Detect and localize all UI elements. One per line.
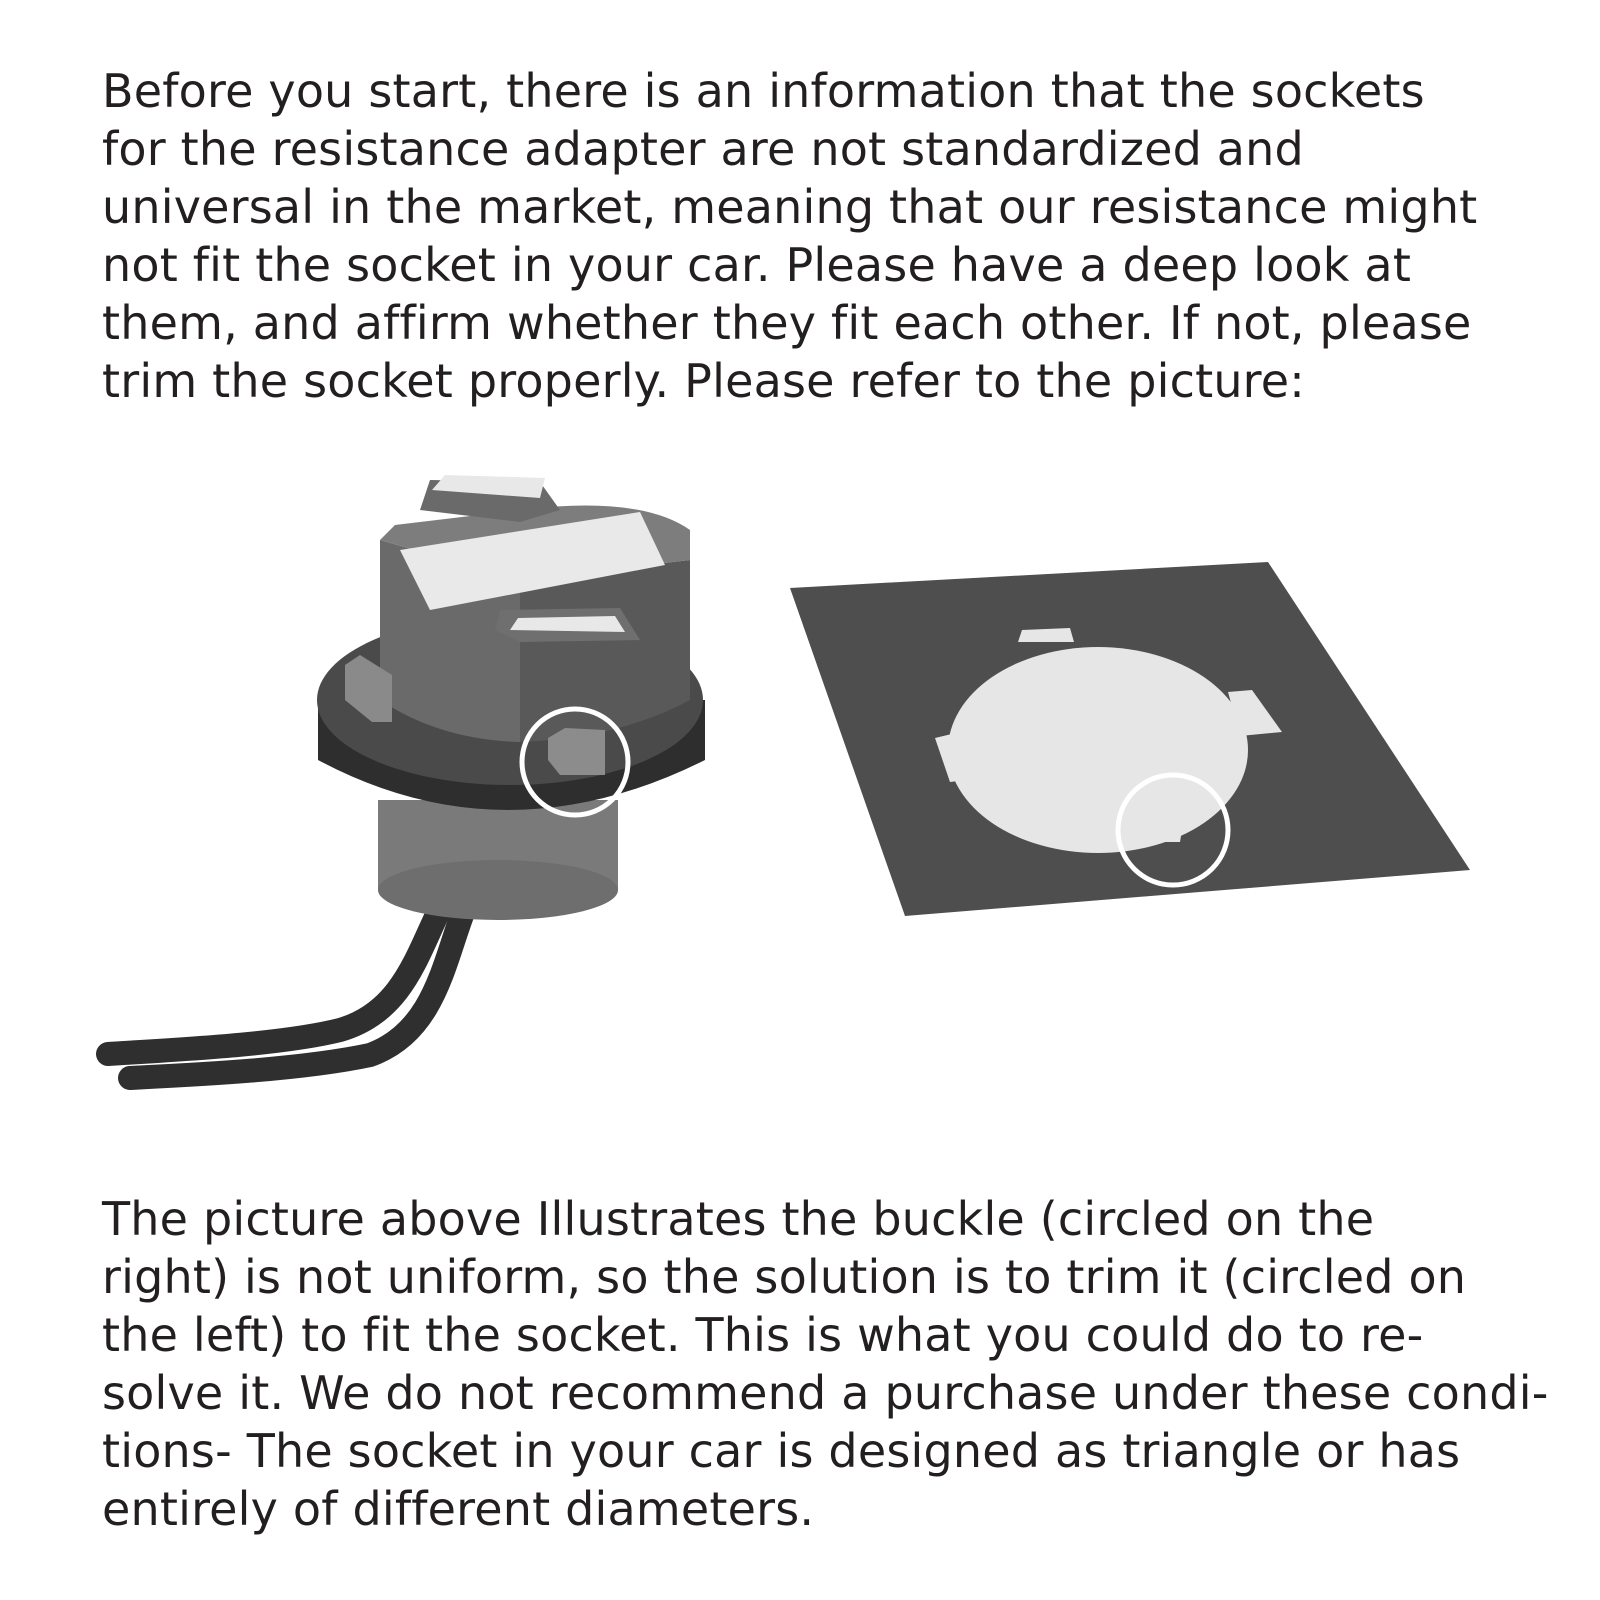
socket-plate-icon: [790, 562, 1470, 916]
wire-pair: [108, 890, 470, 1078]
intro-line: trim the socket properly. Please refer to the picture:: [102, 354, 1305, 408]
socket-illustration: [0, 470, 1600, 1120]
explanation-line: entirely of different diameters.: [102, 1482, 815, 1536]
intro-line: for the resistance adapter are not standardized and: [102, 122, 1304, 176]
intro-line: Before you start, there is an information that the sockets: [102, 64, 1425, 118]
explanation-line: the left) to fit the socket. This is what you could do to re-: [102, 1308, 1424, 1362]
explanation-line: right) is not uniform, so the solution is to trim it (circled on: [102, 1250, 1467, 1304]
intro-paragraph: [102, 62, 1522, 410]
explanation-paragraph: [102, 1190, 1549, 1538]
explanation-line: solve it. We do not recommend a purchase under these condi-: [102, 1366, 1549, 1420]
intro-line: them, and affirm whether they fit each other. If not, please: [102, 296, 1472, 350]
resistance-adapter-icon: [108, 475, 705, 1078]
explanation-line: tions- The socket in your car is designed as triangle or has: [102, 1424, 1461, 1478]
intro-line: universal in the market, meaning that our resistance might: [102, 180, 1478, 234]
explanation-line: The picture above Illustrates the buckle (circled on the: [102, 1192, 1375, 1246]
intro-line: not fit the socket in your car. Please have a deep look at: [102, 238, 1412, 292]
